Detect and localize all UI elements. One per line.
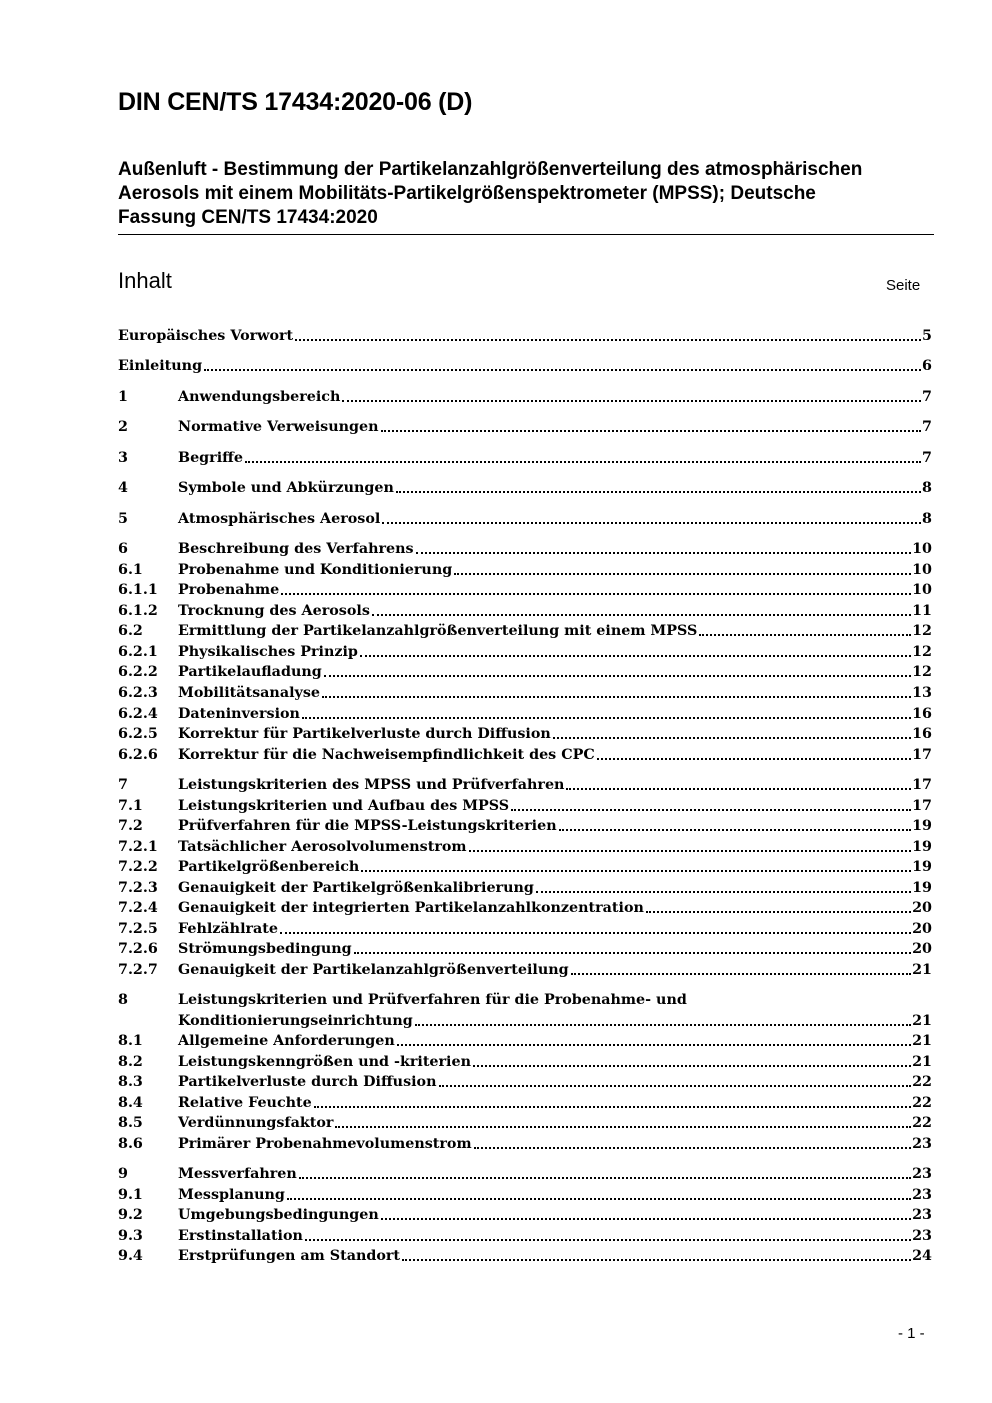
toc-dot-leader	[295, 339, 921, 341]
toc-entry[interactable]	[118, 1092, 932, 1112]
document-id: DIN CEN/TS 17434:2020-06 (D)	[118, 88, 473, 116]
toc-entry-label: Europäisches Vorwort	[118, 328, 294, 344]
toc-entry[interactable]	[118, 600, 932, 620]
toc-entry-number: 7.2.4	[118, 900, 158, 916]
toc-entry[interactable]	[118, 661, 932, 681]
toc-entry-page: 10	[912, 562, 932, 578]
toc-entry-label: Strömungsbedingung	[178, 941, 352, 957]
toc-entry-page: 6	[922, 358, 932, 374]
toc-entry-page: 22	[912, 1095, 932, 1111]
toc-entry[interactable]	[118, 703, 932, 723]
toc-entry-label: Erstprüfungen am Standort	[178, 1248, 401, 1264]
toc-dot-leader	[335, 1126, 911, 1128]
toc-entry-number: 9.1	[118, 1187, 143, 1203]
toc-dot-leader	[566, 788, 911, 790]
toc-entry-page: 19	[912, 880, 932, 896]
toc-entry-number: 6.1	[118, 562, 143, 578]
toc-entry[interactable]	[118, 877, 932, 897]
toc-entry-number: 8	[118, 992, 128, 1008]
toc-entry[interactable]	[118, 1133, 932, 1153]
toc-entry-label: Korrektur für Partikelverluste durch Diffusion	[178, 726, 551, 742]
toc-entry-number: 7.2.5	[118, 921, 158, 937]
toc-entry-number: 6.2.5	[118, 726, 158, 742]
toc-entry-label: Prüfverfahren für die MPSS-Leistungskriterien	[178, 818, 557, 834]
toc-entry-page: 24	[912, 1248, 932, 1264]
toc-dot-leader	[511, 809, 911, 811]
toc-entry-label: Verdünnungsfaktor	[178, 1115, 334, 1131]
toc-entry-number: 7	[118, 777, 128, 793]
toc-entry[interactable]	[118, 477, 932, 497]
toc-entry[interactable]	[118, 1071, 932, 1091]
toc-entry-page: 7	[922, 450, 932, 466]
toc-dot-leader	[324, 675, 911, 677]
toc-entry-page: 23	[912, 1166, 932, 1182]
toc-entry-number: 6.2.6	[118, 747, 158, 763]
toc-entry-label: Symbole und Abkürzungen	[178, 480, 394, 496]
toc-entry-number: 7.2.7	[118, 962, 158, 978]
toc-entry-label: Anwendungsbereich	[178, 389, 341, 405]
toc-entry-label: Allgemeine Anforderungen	[178, 1033, 395, 1049]
toc-dot-leader	[305, 1239, 911, 1241]
toc-entry-continuation[interactable]	[118, 1010, 932, 1030]
toc-entry[interactable]	[118, 815, 932, 835]
document-title-line: Fassung CEN/TS 17434:2020	[118, 207, 378, 228]
page-footer: - 1 -	[898, 1325, 925, 1342]
toc-entry[interactable]	[118, 774, 932, 794]
toc-entry[interactable]	[118, 641, 932, 661]
toc-entry[interactable]	[118, 918, 932, 938]
toc-entry-label: Physikalisches Prinzip	[178, 644, 358, 660]
toc-entry-page: 12	[912, 664, 932, 680]
toc-entry-number: 4	[118, 480, 128, 496]
toc-entry[interactable]	[118, 1112, 932, 1132]
toc-entry[interactable]	[118, 447, 932, 467]
toc-entry-number: 8.3	[118, 1074, 143, 1090]
contents-heading: Inhalt	[118, 268, 172, 293]
document-title-line: Außenluft - Bestimmung der Partikelanzahlgrößenverteilung des atmosphärischen	[118, 159, 863, 180]
toc-entry[interactable]	[118, 856, 932, 876]
toc-entry-page: 20	[912, 900, 932, 916]
toc-entry[interactable]	[118, 723, 932, 743]
toc-entry-page: 20	[912, 921, 932, 937]
toc-dot-leader	[553, 737, 911, 739]
toc-entry-label: Konditionierungseinrichtung	[178, 1013, 413, 1029]
toc-entry[interactable]	[118, 386, 932, 406]
toc-entry[interactable]	[118, 1204, 932, 1224]
toc-entry-label: Tatsächlicher Aerosolvolumenstrom	[178, 839, 467, 855]
toc-entry-label: Korrektur für die Nachweisempfindlichkeit des CPC	[178, 747, 595, 763]
toc-entry-number: 8.4	[118, 1095, 143, 1111]
toc-entry-page: 22	[912, 1115, 932, 1131]
toc-entry-page: 7	[922, 389, 932, 405]
toc-dot-leader	[360, 655, 911, 657]
toc-entry-number: 9	[118, 1166, 128, 1182]
toc-entry-page: 8	[922, 511, 932, 527]
toc-entry-number: 7.2.2	[118, 859, 158, 875]
toc-dot-leader	[287, 1198, 911, 1200]
toc-entry[interactable]	[118, 538, 932, 558]
toc-entry[interactable]	[118, 959, 932, 979]
toc-entry-page: 21	[912, 1054, 932, 1070]
toc-entry-page: 5	[922, 328, 932, 344]
toc-entry-number: 7.1	[118, 798, 143, 814]
toc-entry-page: 23	[912, 1136, 932, 1152]
toc-entry-label: Mobilitätsanalyse	[178, 685, 320, 701]
toc-entry-page: 7	[922, 419, 932, 435]
document-title	[118, 158, 934, 235]
toc-entry-label: Ermittlung der Partikelanzahlgrößenverteilung mit einem MPSS	[178, 623, 698, 639]
toc-entry-number: 9.2	[118, 1207, 143, 1223]
toc-dot-leader	[454, 573, 911, 575]
toc-entry-label: Genauigkeit der integrierten Partikelanzahlkonzentration	[178, 900, 644, 916]
toc-entry-page: 23	[912, 1187, 932, 1203]
toc-entry[interactable]	[118, 579, 932, 599]
toc-entry-label: Messverfahren	[178, 1166, 297, 1182]
toc-entry-number: 6.1.1	[118, 582, 158, 598]
toc-entry-label: Genauigkeit der Partikelgrößenkalibrierung	[178, 880, 534, 896]
toc-entry[interactable]	[118, 559, 932, 579]
toc-entry-label: Leistungskriterien und Aufbau des MPSS	[178, 798, 510, 814]
toc-dot-leader	[439, 1085, 912, 1087]
toc-entry-label: Leistungskenngrößen und -kriterien	[178, 1054, 471, 1070]
toc-entry-page: 19	[912, 839, 932, 855]
toc-entry-number: 8.6	[118, 1136, 143, 1152]
toc-entry-label: Dateninversion	[178, 706, 300, 722]
toc-dot-leader	[473, 1065, 911, 1067]
toc-dot-leader	[397, 1044, 911, 1046]
toc-entry-label: Beschreibung des Verfahrens	[178, 541, 414, 557]
toc-dot-leader	[245, 461, 921, 463]
toc-entry-page: 10	[912, 582, 932, 598]
toc-dot-leader	[536, 891, 911, 893]
toc-entry-label: Messplanung	[178, 1187, 285, 1203]
toc-dot-leader	[699, 634, 911, 636]
toc-dot-leader	[402, 1259, 911, 1261]
toc-entry-page: 22	[912, 1074, 932, 1090]
toc-entry-number: 8.1	[118, 1033, 143, 1049]
toc-entry-page: 21	[912, 1033, 932, 1049]
toc-entry-label: Probenahme und Konditionierung	[178, 562, 453, 578]
toc-entry[interactable]	[118, 325, 932, 345]
toc-entry-label: Relative Feuchte	[178, 1095, 312, 1111]
toc-entry[interactable]	[118, 897, 932, 917]
toc-entry-number: 9.3	[118, 1228, 143, 1244]
toc-entry[interactable]	[118, 508, 932, 528]
toc-entry-page: 21	[912, 1013, 932, 1029]
toc-entry-page: 10	[912, 541, 932, 557]
toc-entry-page: 21	[912, 962, 932, 978]
toc-entry-page: 19	[912, 859, 932, 875]
toc-entry-page: 16	[912, 706, 932, 722]
toc-dot-leader	[281, 593, 911, 595]
toc-dot-leader	[646, 911, 911, 913]
toc-dot-leader	[571, 973, 911, 975]
toc-entry-number: 6.2.4	[118, 706, 158, 722]
toc-dot-leader	[302, 717, 911, 719]
toc-entry-label: Partikelaufladung	[178, 664, 322, 680]
toc-entry-page: 12	[912, 623, 932, 639]
toc-entry-number: 6.2.3	[118, 685, 158, 701]
toc-entry-number: 7.2.1	[118, 839, 158, 855]
toc-entry-number: 9.4	[118, 1248, 143, 1264]
toc-entry-page: 13	[912, 685, 932, 701]
toc-entry-label: Primärer Probenahmevolumenstrom	[178, 1136, 472, 1152]
toc-entry-page: 20	[912, 941, 932, 957]
toc-dot-leader	[416, 552, 912, 554]
toc-entry-number: 7.2.6	[118, 941, 158, 957]
page-column-heading: Seite	[886, 277, 921, 294]
toc-entry-number: 7.2	[118, 818, 143, 834]
toc-entry[interactable]	[118, 1051, 932, 1071]
toc-entry-page: 17	[912, 777, 932, 793]
toc-entry[interactable]	[118, 682, 932, 702]
toc-entry-label: Atmosphärisches Aerosol	[178, 511, 381, 527]
toc-entry[interactable]	[118, 416, 932, 436]
toc-entry-page: 8	[922, 480, 932, 496]
toc-entry-label: Leistungskriterien des MPSS und Prüfverfahren	[178, 777, 565, 793]
toc-dot-leader	[396, 491, 921, 493]
toc-dot-leader	[381, 430, 922, 432]
toc-entry[interactable]	[118, 355, 932, 375]
toc-dot-leader	[382, 522, 921, 524]
toc-entry-label: Normative Verweisungen	[178, 419, 379, 435]
toc-entry-label: Umgebungsbedingungen	[178, 1207, 379, 1223]
toc-entry-label: Einleitung	[118, 358, 203, 374]
toc-entry-page: 17	[912, 798, 932, 814]
toc-entry-label: Partikelverluste durch Diffusion	[178, 1074, 437, 1090]
toc-entry-page: 17	[912, 747, 932, 763]
toc-entry-label: Probenahme	[178, 582, 280, 598]
toc-dot-leader	[299, 1177, 911, 1179]
toc-entry[interactable]	[118, 989, 932, 1009]
document-title-line: Aerosols mit einem Mobilitäts-Partikelgrößenspektrometer (MPSS); Deutsche	[118, 183, 816, 204]
toc-entry-page: 19	[912, 818, 932, 834]
toc-entry[interactable]	[118, 836, 932, 856]
toc-entry-label: Trocknung des Aerosols	[178, 603, 370, 619]
toc-dot-leader	[469, 850, 912, 852]
toc-dot-leader	[381, 1218, 911, 1220]
toc-dot-leader	[415, 1024, 911, 1026]
toc-entry-number: 6.1.2	[118, 603, 158, 619]
toc-entry-number: 2	[118, 419, 128, 435]
toc-entry[interactable]	[118, 938, 932, 958]
toc-entry-number: 8.5	[118, 1115, 143, 1131]
toc-entry-number: 3	[118, 450, 128, 466]
toc-entry[interactable]	[118, 1163, 932, 1183]
toc-entry[interactable]	[118, 744, 932, 764]
toc-entry[interactable]	[118, 1184, 932, 1204]
toc-dot-leader	[474, 1147, 912, 1149]
toc-entry-label: Erstinstallation	[178, 1228, 303, 1244]
toc-dot-leader	[314, 1106, 911, 1108]
toc-entry-number: 6.2.1	[118, 644, 158, 660]
toc-dot-leader	[559, 829, 912, 831]
toc-entry-label: Genauigkeit der Partikelanzahlgrößenverteilung	[178, 962, 569, 978]
toc-entry-number: 8.2	[118, 1054, 143, 1070]
toc-dot-leader	[354, 952, 911, 954]
toc-entry-label: Partikelgrößenbereich	[178, 859, 360, 875]
toc-entry[interactable]	[118, 795, 932, 815]
toc-entry-page: 23	[912, 1228, 932, 1244]
toc-entry-label: Begriffe	[178, 450, 243, 466]
toc-entry[interactable]	[118, 1030, 932, 1050]
toc-entry-number: 7.2.3	[118, 880, 158, 896]
toc-entry-label: Leistungskriterien und Prüfverfahren für die Probenahme- und	[178, 992, 687, 1008]
toc-dot-leader	[372, 614, 911, 616]
toc-entry[interactable]	[118, 1245, 932, 1265]
toc-entry-page: 12	[912, 644, 932, 660]
toc-entry-number: 5	[118, 511, 128, 527]
toc-dot-leader	[322, 696, 911, 698]
toc-dot-leader	[361, 870, 911, 872]
toc-entry-page: 23	[912, 1207, 932, 1223]
toc-entry-number: 6.2.2	[118, 664, 158, 680]
toc-entry[interactable]	[118, 620, 932, 640]
toc-dot-leader	[204, 369, 921, 371]
toc-dot-leader	[280, 932, 911, 934]
toc-dot-leader	[342, 400, 921, 402]
toc-entry-label: Fehlzählrate	[178, 921, 278, 937]
toc-dot-leader	[597, 758, 911, 760]
toc-entry[interactable]	[118, 1225, 932, 1245]
toc-entry-page: 11	[912, 603, 932, 619]
toc-entry-number: 1	[118, 389, 128, 405]
toc-entry-number: 6.2	[118, 623, 143, 639]
toc-entry-page: 16	[912, 726, 932, 742]
toc-entry-number: 6	[118, 541, 128, 557]
